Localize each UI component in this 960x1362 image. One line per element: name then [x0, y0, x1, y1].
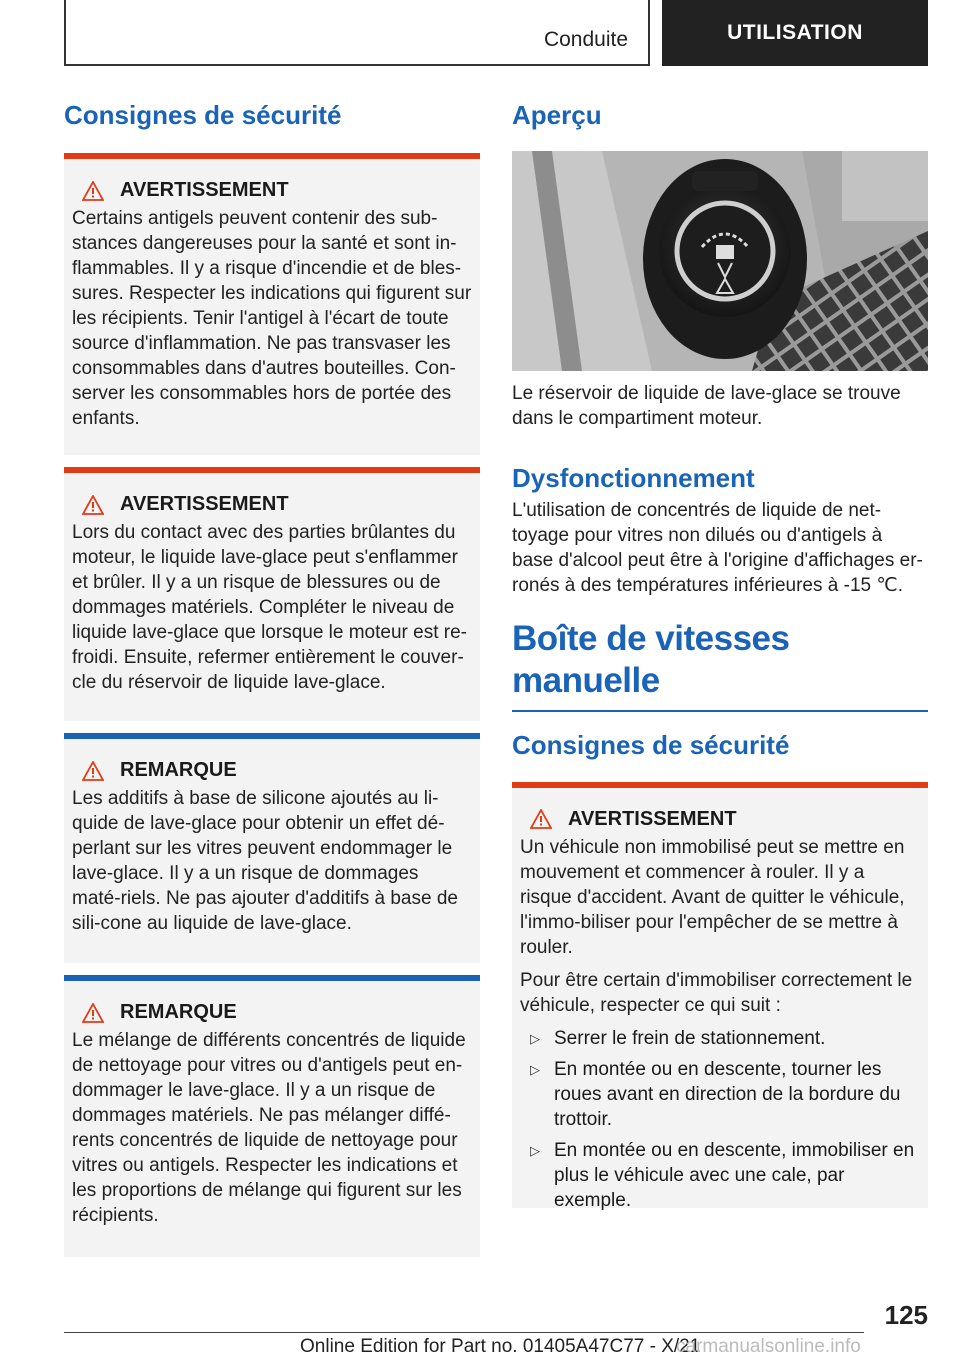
left-column [64, 100, 480, 1257]
warning-box-title [72, 493, 472, 516]
notice-box-1 [64, 733, 480, 963]
gearbox-heading: Boîte de vitesses manuelle [512, 618, 928, 712]
warning-box-text: Lors du contact avec des parties brûlantes du moteur, le liquide lave-glace peut s'enflammer et brûler. Il y a un risque de blessures ou de dommages matériels. Compléter le niveau de liquide lave-glace que lorsque le moteur est re-froidi. Ensuite, refermer entièrement le couver-cle du réservoir de liquide lave-glace. [72, 522, 467, 694]
warning-box-parking [512, 782, 928, 1211]
warning-triangle-icon [82, 181, 104, 201]
watermark: carmanualsonline.info [676, 1336, 861, 1357]
warning-triangle-icon [82, 495, 104, 515]
notice-box-title [72, 1001, 472, 1024]
malfunction-heading: Dysfonctionnement [512, 463, 755, 494]
warning-triangle-icon [530, 809, 552, 829]
warning-title-text: AVERTISSEMENT [568, 807, 737, 830]
notice-box-title [72, 759, 472, 782]
page-header [64, 0, 928, 66]
right-column [512, 100, 928, 1211]
footer-divider [64, 1332, 864, 1333]
warning-paragraph: Pour être certain d'immobiliser correctement le véhicule, respecter ce qui suit : [520, 969, 913, 1016]
triangle-bullet-icon: ▷ [530, 1142, 540, 1158]
list-item-text: Serrer le frein de stationnement. [554, 1027, 826, 1049]
washer-reservoir-photo [512, 151, 928, 371]
warning-triangle-icon [82, 761, 104, 781]
safety-heading-right: Consignes de sécurité [512, 730, 790, 761]
notice-box-text: Le mélange de différents concentrés de liquide de nettoyage pour vitres ou d'antigels peut en-dommager le lave-glace. Il y a un risque de dommages matériels. Ne pas mélanger diffé-rents concentrés de liquide de nettoyage pour vitres ou antigels. Respecter les indications et les proportions de mélange qui figurent sur les récipients. [72, 1030, 466, 1227]
warning-box-2 [64, 467, 480, 721]
triangle-bullet-icon: ▷ [530, 1030, 540, 1046]
notice-title-text: REMARQUE [120, 759, 237, 782]
list-item [520, 1057, 920, 1132]
notice-box-2 [64, 975, 480, 1257]
page-number: 125 [884, 1300, 928, 1330]
list-item [520, 1026, 920, 1051]
header-section: Conduite [543, 28, 628, 51]
warning-box-text: Certains antigels peuvent contenir des sub-stances dangereuses pour la santé et sont in-flammables. Il y a risque d'incendie et de bles-sures. Respecter les indications qui figurent sur les récipients. Tenir l'antigel à l'écart de toute source d'inflammation. Ne pas transvaser les consommables dans d'autres bouteilles. Con-server les consommables hors de portée des enfants. [72, 208, 472, 430]
list-item-text: En montée ou en descente, immobiliser en plus le véhicule avec une cale, par exemple. [554, 1139, 915, 1211]
notice-title-text: REMARQUE [120, 1001, 237, 1024]
overview-text: Le réservoir de liquide de lave-glace se trouve dans le compartiment moteur. [512, 383, 901, 430]
warning-triangle-icon [82, 1003, 104, 1023]
header-chapter: UTILISATION [662, 0, 928, 66]
notice-box-text: Les additifs à base de silicone ajoutés au li-quide de lave-glace pour obtenir un effet dé-perlant sur les vitres peuvent endommager le lave-glace. Il y a un risque de dommages maté-riels. Ne pas ajouter d'additifs à base de sili-cone au liquide de lave-glace. [72, 788, 458, 935]
instruction-list [520, 1026, 920, 1213]
triangle-bullet-icon: ▷ [530, 1061, 540, 1077]
safety-heading-left: Consignes de sécurité [64, 100, 342, 130]
list-item-text: En montée ou en descente, tourner les roues avant en direction de la bordure du trottoir. [554, 1058, 901, 1130]
warning-box-text [520, 835, 920, 1018]
warning-paragraph: Un véhicule non immobilisé peut se mettre en mouvement et commencer à rouler. Il y a risque d'accident. Avant de quitter le véhicule, l'immo-biliser pour l'empêcher de se mettre à rouler. [520, 836, 905, 958]
warning-box-1 [64, 153, 480, 455]
malfunction-text: L'utilisation de concentrés de liquide de net-toyage pour vitres non dilués ou d'antigels à base d'alcool peut être à l'origine d'affichages er-ronés à des températures inférieures à -15 ℃. [512, 500, 923, 597]
list-item [520, 1138, 920, 1213]
edition-note: Online Edition for Part no. 01405A47C77 - X/21 [300, 1336, 701, 1357]
warning-title-text: AVERTISSEMENT [120, 179, 289, 202]
warning-box-title [520, 808, 920, 831]
warning-title-text: AVERTISSEMENT [120, 493, 289, 516]
warning-box-title [72, 179, 472, 202]
overview-heading: Aperçu [512, 100, 602, 130]
header-section-box [64, 0, 650, 66]
